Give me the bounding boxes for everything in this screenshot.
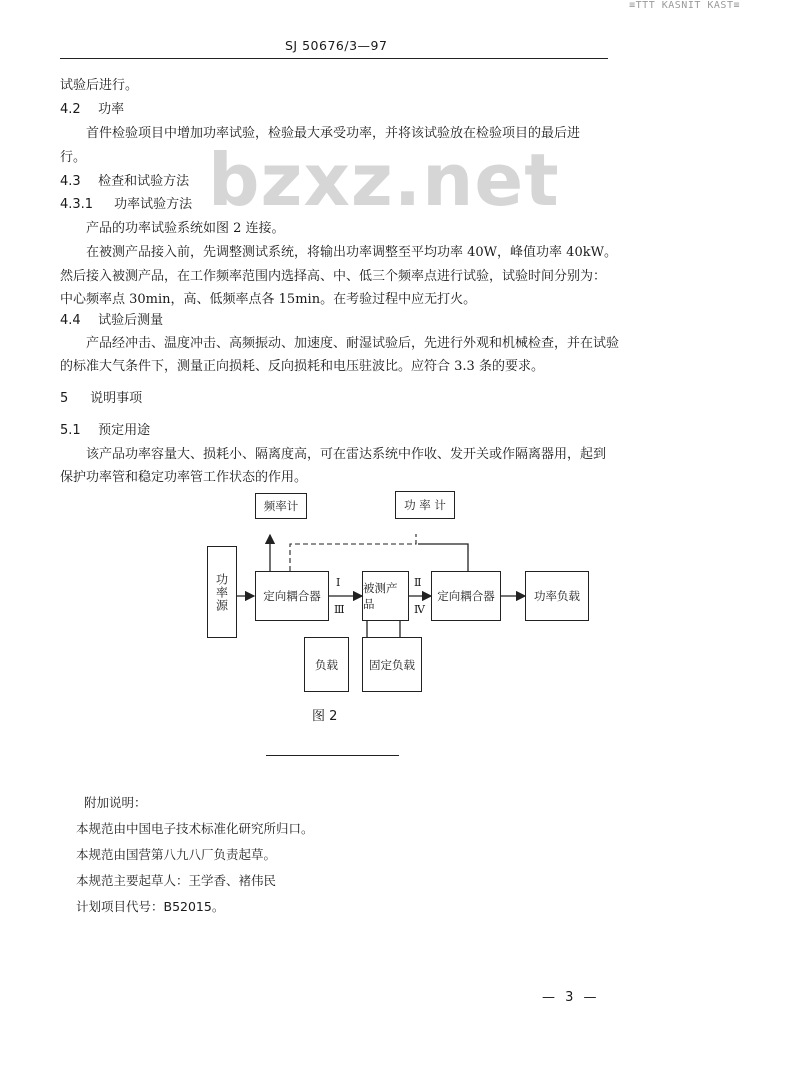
section-title: 说明事项	[90, 391, 143, 406]
fixed-load-box	[362, 637, 422, 692]
paragraph-4-4-line-2: 的标准大气条件下，测量正向损耗、反向损耗和电压驻波比。应符合 3.3 条的要求。	[60, 359, 544, 374]
power-source-box	[207, 546, 237, 638]
port-label-iv: Ⅳ	[414, 603, 425, 616]
device-under-test-label: 被测产品	[363, 581, 398, 611]
directional-coupler-left-box	[255, 571, 329, 621]
appendix-line-3: 本规范主要起草人：王学香、褚伟民	[76, 873, 277, 888]
directional-coupler-right-box	[431, 571, 501, 621]
paragraph-5-1-line-1: 该产品功率容量大、损耗小、隔离度高，可在雷达系统中作收、发开关或作隔离器用，起到	[86, 447, 607, 462]
line-right-coupler-to-power-meter	[418, 544, 468, 571]
section-number: 5.1	[60, 423, 81, 438]
power-meter-label: 功 率 计	[404, 498, 446, 512]
paragraph-4-4-line-1: 产品经冲击、温度冲击、高频振动、加速度、耐湿试验后，先进行外观和机械检查，并在试验	[86, 336, 620, 351]
power-source-label: 功率源	[214, 572, 229, 612]
appendix-line-2: 本规范由国营第八九八厂负责起草。	[76, 847, 277, 862]
line-coupler-to-power-meter	[290, 534, 416, 571]
device-under-test-box	[362, 571, 409, 621]
section-number: 4.4	[60, 313, 81, 328]
frequency-meter-box	[255, 493, 307, 519]
section-number: 4.3.1	[60, 197, 94, 212]
directional-coupler-left-label: 定向耦合器	[263, 589, 321, 603]
paragraph-4-2-line-1: 首件检验项目中增加功率试验，检验最大承受功率，并将该试验放在检验项目的最后进	[86, 126, 581, 141]
appendix-title: 附加说明：	[84, 795, 147, 810]
continued-text: 试验后进行。	[60, 78, 139, 93]
directional-coupler-right-label: 定向耦合器	[437, 589, 495, 603]
section-number: 5	[60, 391, 69, 406]
section-title: 功率	[98, 102, 125, 117]
load-box	[304, 637, 349, 692]
section-number: 4.3	[60, 174, 81, 189]
paragraph-5-1-line-2: 保护功率管和稳定功率管工作状态的作用。	[60, 470, 308, 485]
appendix-line-4: 计划项目代号：B52015。	[76, 899, 225, 914]
port-label-i: Ⅰ	[336, 576, 341, 589]
fixed-load-label: 固定负载	[369, 657, 415, 672]
frequency-meter-label: 频率计	[263, 499, 299, 513]
port-label-iii: Ⅲ	[334, 603, 345, 616]
paragraph-4-3-1-a: 产品的功率试验系统如图 2 连接。	[86, 221, 285, 236]
paragraph-4-3-1-b-line-1: 在被测产品接入前，先调整测试系统，将输出功率调整至平均功率 40W，峰值功率 40kW。	[86, 245, 617, 260]
paragraph-4-3-1-b-line-2: 然后接入被测产品，在工作频率范围内选择高、中、低三个频率点进行试验，试验时间分别为：	[60, 269, 607, 284]
watermark: bzxz.net	[208, 138, 560, 222]
page-number: — 3 —	[542, 990, 600, 1005]
section-number: 4.2	[60, 102, 81, 117]
section-title: 功率试验方法	[114, 197, 193, 212]
port-label-ii: Ⅱ	[414, 576, 422, 589]
paragraph-4-2-line-2: 行。	[60, 150, 87, 165]
figure-caption: 图 2	[312, 709, 338, 724]
load-label: 负载	[315, 657, 338, 672]
section-title: 试验后测量	[98, 313, 164, 328]
power-load-label: 功率负载	[534, 589, 580, 603]
power-load-box	[525, 571, 589, 621]
section-title: 预定用途	[98, 423, 151, 438]
section-title: 检查和试验方法	[98, 174, 190, 189]
paragraph-4-3-1-b-line-3: 中心频率点 30min，高、低频率点各 15min。在考验过程中应无打火。	[60, 292, 477, 307]
power-meter-box	[395, 491, 455, 519]
corner-mark: ≡TTT KASNIT KAST≡	[629, 0, 740, 11]
appendix-line-1: 本规范由中国电子技术标准化研究所归口。	[76, 821, 314, 836]
document-id-header: SJ 50676/3—97	[285, 38, 388, 53]
